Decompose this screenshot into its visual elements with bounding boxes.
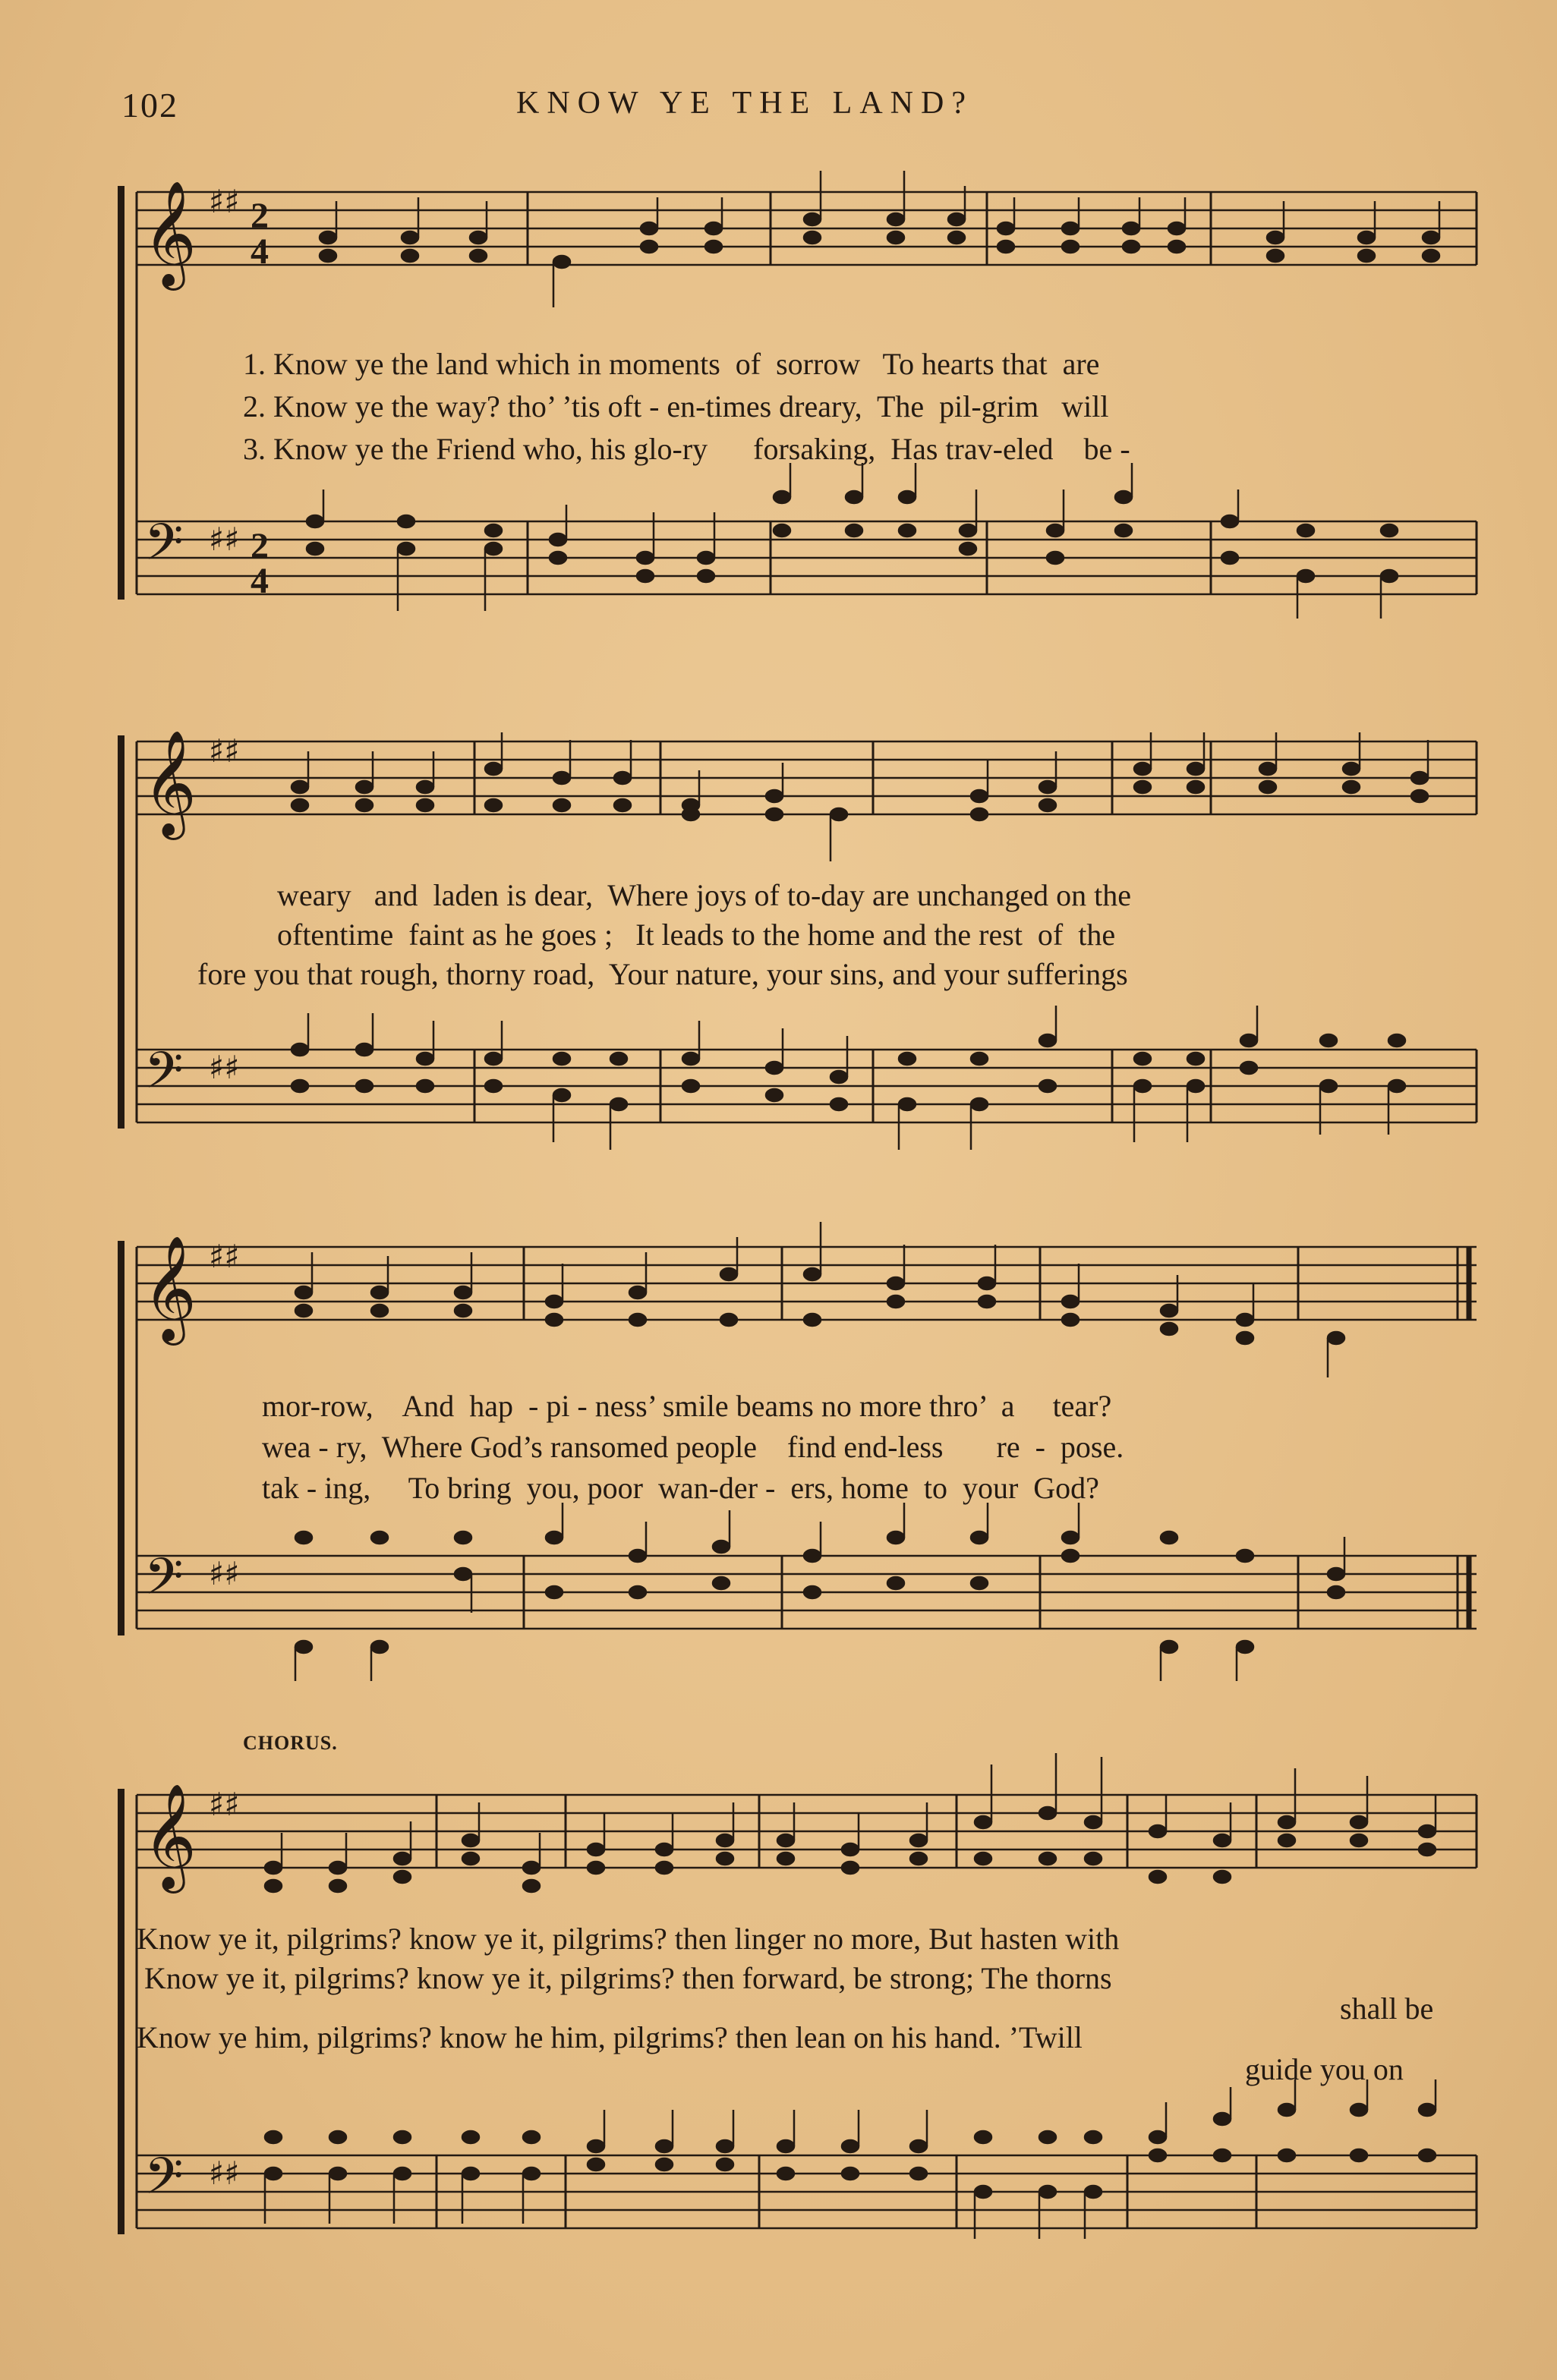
lyric-verse-2: 2. Know ye the way? tho’ ’tis oft - en-times dreary, The pil-grim will — [243, 389, 1109, 423]
time-signature-bass: 4 — [251, 561, 269, 601]
key-signature-sharp: ♯♯ — [209, 183, 240, 220]
key-signature-sharp-bass: ♯♯ — [209, 521, 240, 558]
page-number: 102 — [121, 86, 178, 124]
bass-clef-icon: 𝄢 — [144, 1041, 184, 1112]
bass-clef-icon: 𝄢 — [144, 513, 184, 584]
treble-clef-icon: 𝄞 — [143, 1236, 197, 1341]
time-signature: 4 — [251, 231, 269, 272]
lyric-verse-1: 1. Know ye the land which in moments of sorrow To hearts that are — [243, 347, 1100, 381]
key-signature-sharp: ♯♯ — [209, 1238, 240, 1275]
key-signature-sharp-bass: ♯♯ — [209, 1049, 240, 1086]
system-brace — [118, 1789, 124, 2234]
lyric-chorus-verse-3-continuation: guide you on — [1245, 2052, 1404, 2086]
treble-clef-icon: 𝄞 — [143, 181, 197, 286]
lyric-verse-2: oftentime faint as he goes ; It leads to the home and the rest of the — [277, 918, 1116, 952]
lyric-verse-3: 3. Know ye the Friend who, his glo-ry forsaking, Has trav-eled be - — [243, 432, 1130, 466]
lyric-verse-3: fore you that rough, thorny road, Your nature, your sins, and your sufferings — [197, 957, 1128, 991]
treble-clef-icon: 𝄞 — [143, 730, 197, 836]
page-title: KNOW YE THE LAND? — [516, 86, 973, 121]
bass-clef-icon: 𝄢 — [144, 1547, 184, 1618]
lyric-verse-3: tak - ing, To bring you, poor wan-der - ers, home to your God? — [262, 1471, 1099, 1505]
music-system-3 — [114, 1210, 1480, 1681]
key-signature-sharp: ♯♯ — [209, 1786, 240, 1823]
lyric-chorus-verse-2-continuation: shall be — [1340, 1991, 1434, 2026]
time-signature-bass: 2 — [251, 526, 269, 566]
lyric-verse-2: wea - ry, Where God’s ransomed people find end-less re - pose. — [262, 1430, 1124, 1464]
music-system-1 — [114, 156, 1480, 626]
system-brace — [118, 735, 124, 1129]
chorus-label: CHORUS. — [243, 1732, 338, 1754]
bass-staff — [137, 521, 1477, 594]
lyric-verse-1: mor-row, And hap - pi - ness’ smile beams no more thro’ a tear? — [262, 1389, 1112, 1423]
lyric-chorus-verse-1: Know ye it, pilgrims? know ye it, pilgrims? then linger no more, But hasten with — [137, 1922, 1120, 1956]
bass-clef-icon: 𝄢 — [144, 2147, 184, 2218]
music-system-2 — [114, 687, 1480, 1157]
system-brace — [118, 186, 124, 600]
music-system-4 — [114, 1723, 1480, 2254]
lyric-chorus-verse-3: Know ye him, pilgrims? know he him, pilgrims? then lean on his hand. ’Twill — [137, 2020, 1083, 2054]
system-brace — [118, 1241, 124, 1635]
time-signature: 2 — [251, 196, 269, 236]
treble-clef-icon: 𝄞 — [143, 1783, 197, 1889]
lyric-verse-1: weary and laden is dear, Where joys of to-day are unchanged on the — [277, 878, 1131, 912]
key-signature-sharp-bass: ♯♯ — [209, 1555, 240, 1592]
page-header — [121, 85, 1488, 131]
lyric-chorus-verse-2: Know ye it, pilgrims? know ye it, pilgrims? then forward, be strong; The thorns — [144, 1961, 1112, 1995]
key-signature-sharp: ♯♯ — [209, 732, 240, 770]
key-signature-sharp-bass: ♯♯ — [209, 2155, 240, 2192]
